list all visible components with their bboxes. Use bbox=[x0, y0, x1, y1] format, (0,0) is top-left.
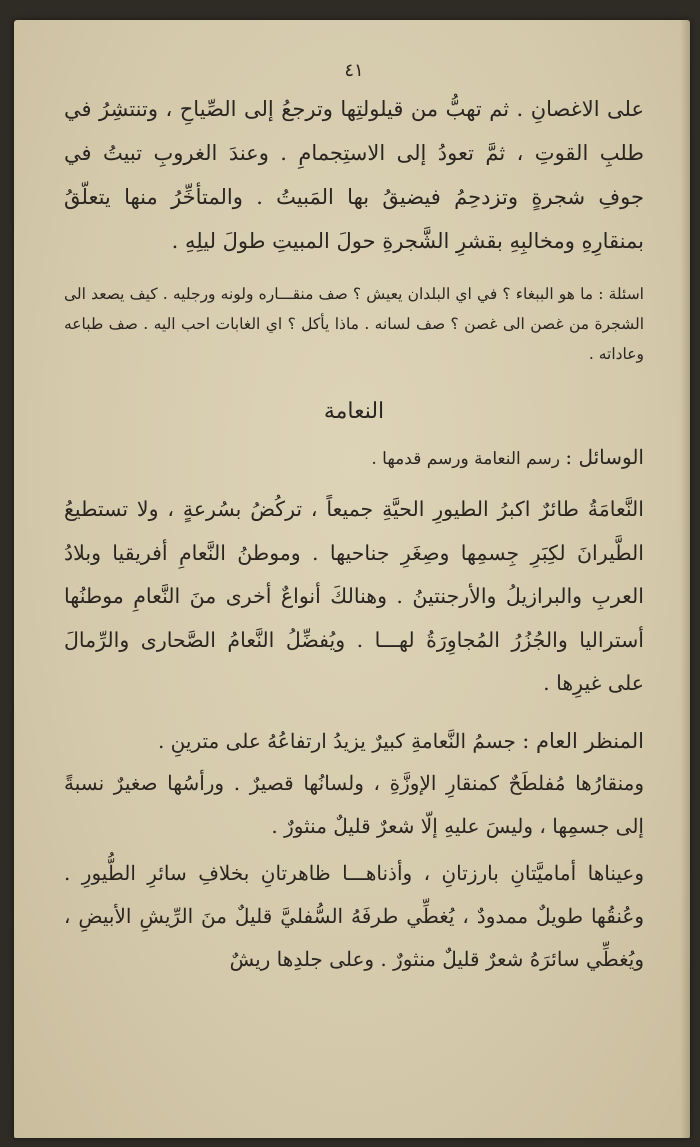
means-text: رسم النعامة ورسم قدمها . bbox=[371, 449, 560, 469]
parrot-paragraph-end: على الاغصانِ . ثم تهبُّ من قيلولتِها وترجعُ إلى الصِّياحِ ، وتنتشِرُ في طلبِ القوتِ ، ثمَّ تعودُ إلى الاستِجمامِ . وعندَ الغروبِ تبيتُ في جوفِ شجرةٍ وتزدحِمُ فيضيقُ بها المَبيتُ . والمتأخِّرُ منها يتعلّقُ بمنقارِهِ ومخالبِهِ بقشرِ الشَّجرةِ حولَ المبيتِ طولَ ليلِهِ . bbox=[64, 97, 644, 253]
beak-paragraph: ومنقارُها مُفلطَحٌ كمنقارِ الإوزَّةِ ، ولسانُها قصيرٌ . ورأسُها صغيرٌ نسبةً إلى جسمِها ، وليسَ عليهِ إلّا شعرٌ قليلٌ منثورٌ . bbox=[64, 770, 644, 838]
page-binding-shadow bbox=[680, 20, 690, 1138]
general-view-label: المنظر العام : bbox=[522, 728, 644, 753]
section-title: النعامة bbox=[323, 399, 385, 424]
general-view-line bbox=[64, 720, 644, 762]
eyes-neck-paragraph: وعيناها أماميَّتانِ بارزتانِ ، وأذناهـــا ظاهرتانِ بخلافِ سائرِ الطُّيورِ . وعُنقُها طويلٌ ممدودٌ ، يُغطِّي طرفَهُ السُّفليَّ قليلٌ منَ الرِّيشِ الأبيضِ ، ويُغطِّي سائرَهُ شعرٌ قليلٌ منثورٌ . وعلى جلدِها ريشٌ bbox=[64, 860, 644, 971]
means-label: الوسائل : bbox=[565, 445, 644, 469]
general-view-text: جسمُ النَّعامةِ كبيرٌ يزيدُ ارتفاعُهُ على مترينِ . bbox=[157, 728, 516, 753]
ostrich-intro-paragraph: النَّعامَةُ طائرٌ اكبرُ الطيورِ الحيَّةِ جميعاً ، تركُضُ بسُرعةٍ ، ولا تستطيعُ الطَّيرانَ لكِبَرِ جِسمِها وصِغَرِ جناحيها . وموطنُ النَّعامِ أفريقيا وبلادُ العربِ والبرازيلُ والأرجنتينُ . وهنالكَ أنواعٌ أخرى منَ النَّعامِ موطنُها أستراليا والجُزُرُ المُجاوِرَةُ لهـــا . ويُفضِّلُ النَّعامُ الصَّحارى والرِّمالَ على غيرِها . bbox=[64, 497, 644, 695]
means-line bbox=[64, 440, 644, 476]
page-content bbox=[64, 60, 644, 981]
book-page bbox=[14, 20, 690, 1138]
questions-paragraph: اسئلة : ما هو الببغاء ؟ في اي البلدان يعيش ؟ صف منقـــاره ولونه ورجليه . كيف يصعد الى الشجرة من غصن الى غصن ؟ صف لسانه . ماذا يأكل ؟ اي الغابات احب اليه . صف طباعه وعاداته . bbox=[64, 285, 644, 363]
page-number: ٤١ bbox=[344, 60, 364, 81]
